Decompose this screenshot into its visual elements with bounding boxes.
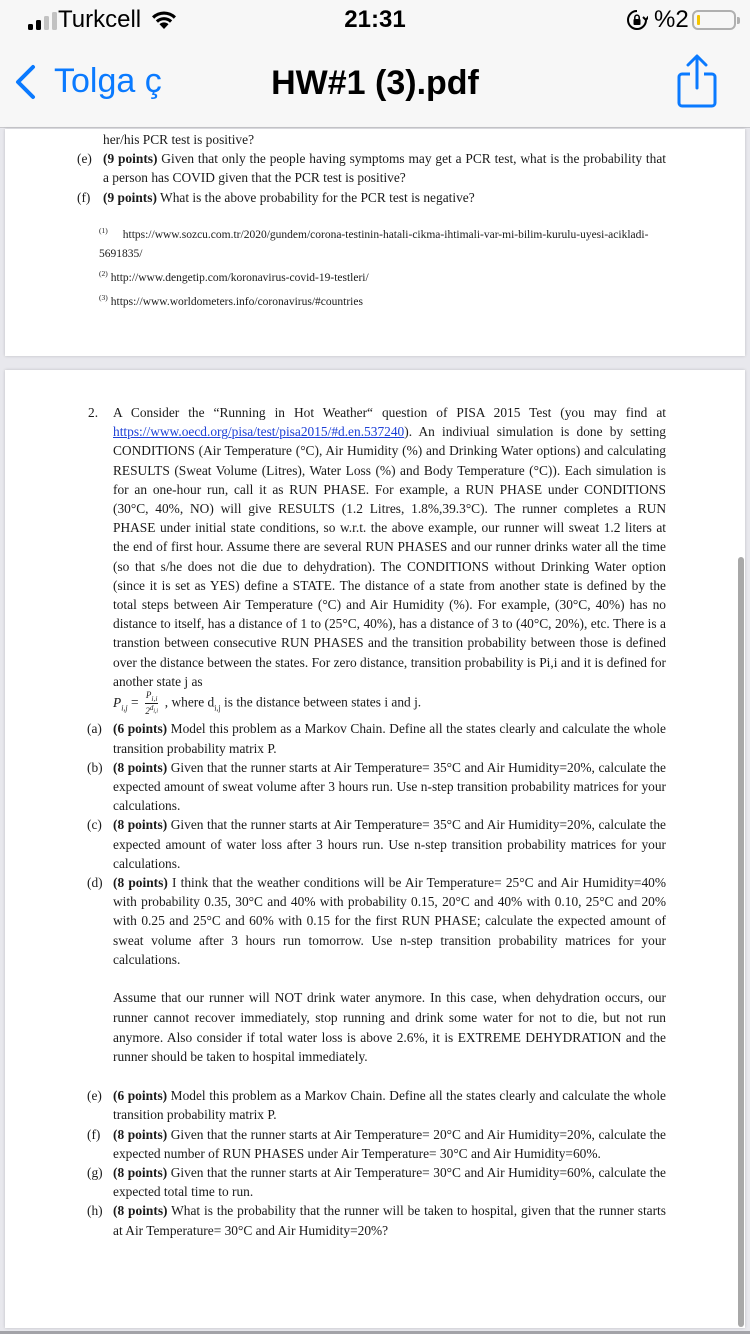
question-item xyxy=(87,1201,666,1239)
reference-3: $^{(3)}$ https://www.worldometers.info/coronavirus/#countries xyxy=(99,292,363,308)
continuation-text: her/his PCR test is positive? xyxy=(103,132,255,147)
navigation-bar xyxy=(0,40,750,128)
reference-2: $^{(2)}$ http://www.dengetip.com/koronavirus-covid-19-testleri/ xyxy=(99,268,369,284)
item-label: (b) xyxy=(87,759,103,775)
reference-1-url[interactable]: https://www.sozcu.com.tr/2020/gundem/corona-testinin-hatali-cikma-ihtimali-var-mi-bilim-kurulu-uyesi-acikladi-5691835/ xyxy=(99,228,649,260)
item-label: (f) xyxy=(87,1126,101,1142)
item-text: I think that the weather conditions will be Air Temperature= 25°C and Air Humidity=40% with probability 0.35, 30°C and 40% with probability 0.15, 20°C and 40% with 0.10, 25°C and 20% with 0.25 and 25°C and 60% with 0.15 for the first RUN PHASE; calculate the expected amount of sweat volume after 3 hours run tomorrow. Use n-step transition probability matrices for your calculations. xyxy=(113,875,666,967)
item-text: Given that the runner starts at Air Temperature= 20°C and Air Humidity=20%, calculate the expected number of RUN PHASES under Air Temperature= 30°C and Air Humidity=60%. xyxy=(113,1126,666,1161)
assumption-paragraph: Assume that our runner will NOT drink water anymore. In this case, when dehydration occurs, our runner cannot recover immediately, stop running and drink some water for not to die, but not run anymore. Also consider if total water loss is above 2.6%, it is EXTREME DEHYDRATION and the runner should be taken to hospital immediately. xyxy=(113,990,666,1065)
item-label: (e) xyxy=(87,1088,102,1104)
transition-formula: $P_{i,j}$ = $\frac{P_{i,i}}{2^{d_{i,i}}}$ , where $d_{i,j}$ is the distance between states i and j. xyxy=(113,690,422,716)
item-text: What is the above probability for the PCR test is negative? xyxy=(156,189,475,205)
item-points: (8 points) xyxy=(113,1165,168,1181)
item-points: (8 points) xyxy=(113,875,168,891)
battery-level xyxy=(697,15,700,25)
carrier-name: Turkcell xyxy=(58,6,142,33)
vertical-scrollbar[interactable] xyxy=(738,557,744,1327)
battery-percent: %2 xyxy=(654,6,689,33)
item-label: (a) xyxy=(87,721,102,737)
question-2-intro: 2. A Consider the “Running in Hot Weather“ question of PISA 2015 Test (you may find at https://www.oecd.org/pisa/test/pisa2015/#d.en.537240). An indiviual simulation is done by setting CONDITIONS (Air Temperature (°C), Air Humidity (%) and Drinking Water options) and calculating RESULTS (Sweat Volume (Litres), Water Loss (%) and Body Temperature (°C)). Each simulation is for an one-hour run, call it as RUN PHASE. For example, a RUN PHASE under CONDITIONS (30°C, 40%, NO) will give RESULTS (1.2 Litres, 1.8%,39.3°C). The runner completes a RUN PHASE under initial state conditions, so w.r.t. the above example, our runner will sweat 1.2 liters at the end of first hour. Assume there are several RUN PHASES and our runner drinks water all the time (so that s/he does not die due to dehydration). The CONDITIONS without Drinking Water option (since it is set as YES) define a STATE. The distance of a state from another state is defined by the total steps between Air Temperature (°C) and Air Humidity (%). For example, (30°C, 40%) has no distance to itself, has a distance of 1 to (25°C, 40%), has a distance of 3 to (40°C, 20%), etc. There is a transtion between consecutive RUN PHASES and the transition probability between those is defined over the distance between the states. For zero distance, transition probability is Pi,i and it is defined for another state j as xyxy=(88,405,666,689)
item-points: (6 points) xyxy=(113,1088,168,1104)
back-label: Tolga ç xyxy=(54,62,162,100)
item-label: (h) xyxy=(87,1203,103,1219)
question-item xyxy=(87,1163,666,1201)
pisa-link[interactable]: https://www.oecd.org/pisa/test/pisa2015/#d.en.537240 xyxy=(113,424,405,440)
references xyxy=(99,221,666,312)
question-item xyxy=(87,719,666,757)
item-points: (8 points) xyxy=(113,1203,168,1219)
question-item xyxy=(77,188,666,207)
item-points: (9 points) xyxy=(103,151,158,167)
pdf-page-2 xyxy=(5,370,745,1328)
document-title: HW#1 (3).pdf xyxy=(271,64,479,102)
item-text: Model this problem as a Markov Chain. Define all the states clearly and calculate the whole transition probability matrix P. xyxy=(113,1088,666,1123)
question-item xyxy=(87,1125,666,1163)
orientation-lock-icon xyxy=(626,9,648,31)
battery-icon xyxy=(692,10,736,30)
item-label: (c) xyxy=(87,817,102,833)
reference-3-url[interactable]: https://www.worldometers.info/coronavirus/#countries xyxy=(110,295,363,308)
pdf-page-1 xyxy=(5,129,745,356)
item-text: What is the probability that the runner will be taken to hospital, given that the runner starts at Air Temperature= 30°C and Air Humidity=20%? xyxy=(113,1203,666,1238)
item-label: (e) xyxy=(77,151,92,167)
item-text: Model this problem as a Markov Chain. Define all the states clearly and calculate the whole transition probability matrix P. xyxy=(113,721,666,756)
item-points: (8 points) xyxy=(113,817,168,833)
question-item xyxy=(87,873,666,969)
share-icon[interactable] xyxy=(676,54,718,108)
question-number: 2. xyxy=(88,405,99,420)
reference-1: $^{(1)}$ https://www.sozcu.com.tr/2020/gundem/corona-testinin-hatali-cikma-ihtimali-var-mi-bilim-kurulu-uyesi-acikladi-5691835/ xyxy=(99,225,649,260)
reference-2-url[interactable]: http://www.dengetip.com/koronavirus-covid-19-testleri/ xyxy=(110,271,369,284)
clock: 21:31 xyxy=(344,6,406,33)
question-item xyxy=(87,815,666,873)
item-text: Given that only the people having symptoms may get a PCR test, what is the probability that a person has COVID given that the PCR test is positive? xyxy=(103,151,666,186)
back-button[interactable] xyxy=(14,62,162,101)
item-text: Given that the runner starts at Air Temperature= 35°C and Air Humidity=20%, calculate the expected amount of sweat volume after 3 hours run. Use n-step transition probability matrices for your calculations. xyxy=(113,759,666,814)
item-label: (d) xyxy=(87,875,103,891)
item-points: (8 points) xyxy=(113,1126,168,1142)
question-item xyxy=(87,758,666,816)
chevron-left-icon xyxy=(14,64,36,100)
question-item xyxy=(77,149,666,187)
formula-fraction: $\frac{P_{i,i}}{2^{d_{i,i}}}$ xyxy=(145,690,159,716)
item-label: (f) xyxy=(77,189,91,205)
item-points: (6 points) xyxy=(113,721,168,737)
item-label: (g) xyxy=(87,1165,103,1181)
item-points: (9 points) xyxy=(103,189,157,205)
item-text: Given that the runner starts at Air Temperature= 35°C and Air Humidity=20%, calculate the expected amount of water loss after 3 hours run. Use n-step transition probability matrices for your calculations. xyxy=(113,817,666,871)
item-text: Given that the runner starts at Air Temperature= 30°C and Air Humidity=60%, calculate the expected total time to run. xyxy=(113,1165,666,1200)
question-item xyxy=(87,1086,666,1124)
item-points: (8 points) xyxy=(113,759,168,775)
status-bar xyxy=(0,0,750,40)
